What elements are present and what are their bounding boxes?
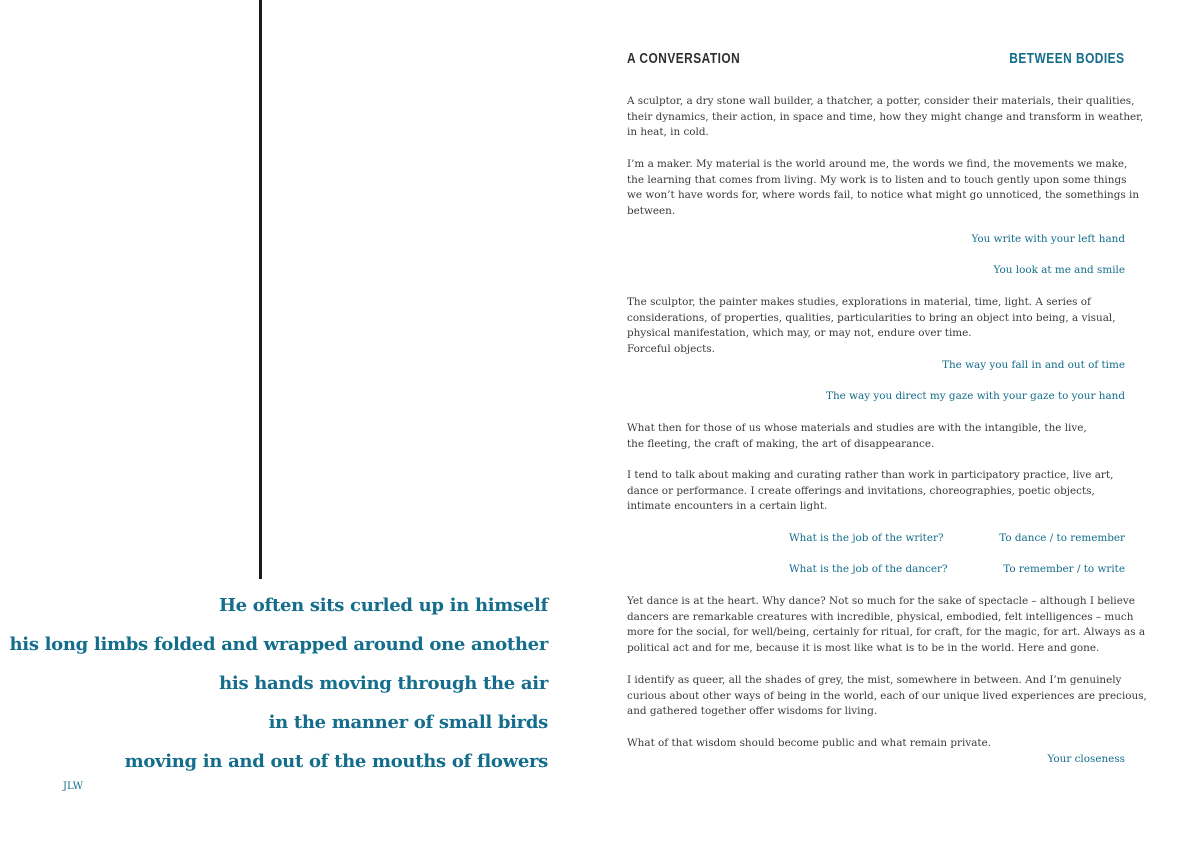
paragraph	[627, 421, 1125, 452]
paragraph	[627, 673, 1147, 720]
pull-quote: The way you fall in and out of time	[942, 359, 1125, 371]
text-line: political act and for me, because it is most like what is to be in the world. Here and gone.	[627, 642, 1100, 655]
text-line: intimate encounters in a certain light.	[627, 500, 828, 513]
vertical-divider	[259, 0, 262, 579]
text-line: their dynamics, their action, in space and time, how they might change and transform in weather,	[627, 110, 1144, 123]
poem-line: his hands moving through the air	[219, 673, 548, 694]
text-line: dance or performance. I create offerings and invitations, choreographies, poetic objects,	[627, 484, 1095, 497]
text-line: I identify as queer, all the shades of grey, the mist, somewhere in between. And I’m genuinely	[627, 674, 1122, 686]
pull-quote: You look at me and smile	[993, 264, 1125, 276]
text-line: What then for those of us whose materials and studies are with the intangible, the live,	[627, 422, 1087, 434]
poem-line: moving in and out of the mouths of flowers	[124, 751, 548, 772]
text-line: and gathered together offer wisdoms for living.	[627, 705, 878, 718]
pull-quote: Your closeness	[1047, 753, 1125, 765]
text-line: between.	[627, 205, 676, 218]
text-line: The sculptor, the painter makes studies, explorations in material, time, light. A series of	[627, 296, 1091, 308]
header-title-right: BETWEEN BODIES	[1009, 51, 1125, 67]
poem-line: his long limbs folded and wrapped around one another	[9, 634, 548, 655]
poem	[10, 586, 549, 781]
pull-quote: The way you direct my gaze with your gaze to your hand	[826, 390, 1125, 402]
paragraph	[627, 736, 1125, 752]
question-answer-pair	[627, 562, 1125, 578]
text-line: more for the social, for well/being, certainly for ritual, for craft, for the magic, for art. Always as a	[627, 626, 1146, 639]
paragraph	[627, 94, 1144, 141]
header-title-left: A CONVERSATION	[627, 51, 741, 67]
text-line: in heat, in cold.	[627, 126, 709, 139]
text-line: we won’t have words for, where words fail, to notice what might go unnoticed, the somethings in	[627, 189, 1140, 202]
text-line: A sculptor, a dry stone wall builder, a thatcher, a potter, consider their materials, their qualities,	[627, 95, 1135, 107]
poem-line: He often sits curled up in himself	[218, 595, 548, 616]
text-line: What of that wisdom should become public and what remain private.	[627, 737, 992, 749]
text-line: physical manifestation, which may, or may not, endure over time.	[627, 327, 972, 340]
paragraph	[627, 594, 1146, 657]
poem-line: in the manner of small birds	[268, 712, 548, 733]
text-line: dancers are remarkable creatures with incredible, physical, embodied, felt intelligences – much	[627, 610, 1134, 623]
text-line: the fleeting, the craft of making, the art of disappearance.	[627, 437, 935, 450]
answer: To remember / to write	[1003, 563, 1125, 575]
text-line: Forceful objects.	[627, 343, 715, 356]
question: What is the job of the dancer?	[789, 563, 948, 575]
pull-quote: You write with your left hand	[971, 233, 1125, 245]
text-line: considerations, of properties, qualities, particularities to bring an object into being, a visual,	[627, 311, 1116, 324]
answer: To dance / to remember	[999, 532, 1125, 544]
text-line: Yet dance is at the heart. Why dance? Not so much for the sake of spectacle – although I believe	[627, 595, 1135, 607]
paragraph	[627, 295, 1125, 358]
author-initials: JLW	[63, 781, 84, 792]
page-header	[627, 51, 1125, 71]
question-answer-pair	[627, 531, 1125, 547]
text-line: the learning that comes from living. My work is to listen and to touch gently upon some things	[627, 173, 1127, 186]
text-line: I tend to talk about making and curating rather than work in participatory practice, live art,	[627, 469, 1114, 481]
question: What is the job of the writer?	[789, 532, 944, 544]
paragraph	[627, 157, 1140, 220]
text-line: curious about other ways of being in the world, each of our unique lived experiences are precious,	[627, 689, 1147, 702]
paragraph	[627, 468, 1125, 515]
text-line: I’m a maker. My material is the world around me, the words we find, the movements we make,	[627, 158, 1128, 170]
